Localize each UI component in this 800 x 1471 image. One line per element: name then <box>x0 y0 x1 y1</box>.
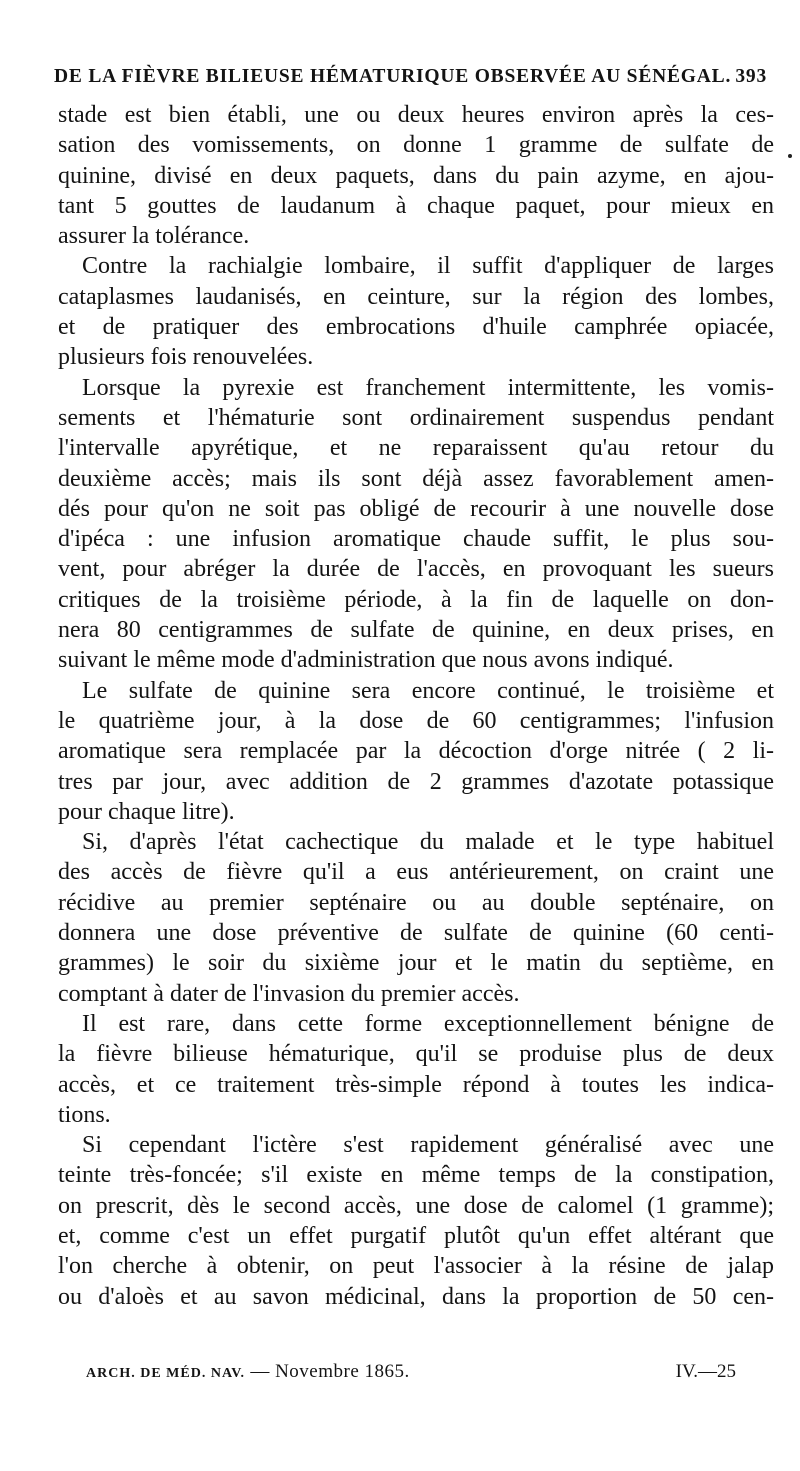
text-line: ou d'aloès et au savon médicinal, dans la proportion de 50 cen- <box>58 1283 774 1310</box>
text-line: Contre la rachialgie lombaire, il suffit d'appliquer de larges <box>82 253 774 280</box>
text-line: et de pratiquer des embrocations d'huile camphrée opiacée, <box>58 314 774 341</box>
text-line: stade est bien établi, une ou deux heures environ après la ces- <box>58 102 774 128</box>
imprint-dash: — <box>250 1361 270 1382</box>
text-line: d'ipéca : une infusion aromatique chaude suffit, le plus sou- <box>58 526 774 553</box>
text-line: l'intervalle apyrétique, et ne reparaissent qu'au retour du <box>58 435 774 462</box>
text-line: pour chaque litre). <box>58 798 235 825</box>
text-line: accès, et ce traitement très-simple répond à toutes les indica- <box>58 1071 774 1098</box>
text-line: deuxième accès; mais ils sont déjà assez favorablement amen- <box>58 465 774 492</box>
body-text <box>58 100 774 1312</box>
text-line: récidive au premier septénaire ou au double septénaire, on <box>58 889 774 916</box>
text-line: Si, d'après l'état cachectique du malade et le type habituel <box>82 829 774 856</box>
text-line: on prescrit, dès le second accès, une dose de calomel (1 gramme); <box>58 1192 774 1219</box>
text-line: assurer la tolérance. <box>58 223 250 250</box>
text-line: comptant à dater de l'invasion du premier accès. <box>58 980 520 1007</box>
signature-mark: IV.—25 <box>675 1361 736 1382</box>
text-line: Il est rare, dans cette forme exceptionnellement bénigne de <box>82 1010 774 1037</box>
text-line: suivant le même mode d'administration que nous avons indiqué. <box>58 647 674 674</box>
text-line: et, comme c'est un effet purgatif plutôt qu'un effet altérant que <box>58 1222 774 1249</box>
text-line: nera 80 centigrammes de sulfate de quinine, en deux prises, en <box>58 617 774 644</box>
text-line: sements et l'hématurie sont ordinairement suspendus pendant <box>58 404 774 431</box>
text-line: sation des vomissements, on donne 1 gramme de sulfate de <box>58 132 774 159</box>
text-line: teinte très-foncée; s'il existe en même temps de la constipation, <box>58 1162 774 1189</box>
text-line: aromatique sera remplacée par la décoction d'orge nitrée ( 2 li- <box>58 738 774 765</box>
text-line: cataplasmes laudanisés, en ceinture, sur la région des lombes, <box>58 283 774 310</box>
running-title: DE LA FIÈVRE BILIEUSE HÉMATURIQUE OBSERVÉE AU SÉNÉGAL. <box>54 66 732 87</box>
text-line: plusieurs fois renouvelées. <box>58 344 314 371</box>
text-line: l'on cherche à obtenir, on peut l'associer à la résine de jalap <box>58 1253 774 1280</box>
ink-speck <box>788 154 792 158</box>
text-line: la fièvre bilieuse hématurique, qu'il se produise plus de deux <box>58 1041 774 1068</box>
text-line: donnera une dose préventive de sulfate de quinine (60 centi- <box>58 920 774 947</box>
text-line: Lorsque la pyrexie est franchement intermittente, les vomis- <box>82 374 774 401</box>
text-line: tres par jour, avec addition de 2 grammes d'azotate potassique <box>58 768 774 795</box>
text-line: Le sulfate de quinine sera encore continué, le troisième et <box>82 677 774 704</box>
journal-imprint <box>86 1361 410 1383</box>
text-line: vent, pour abréger la durée de l'accès, en provoquant les sueurs <box>58 556 774 583</box>
text-line: le quatrième jour, à la dose de 60 centigrammes; l'infusion <box>58 707 774 734</box>
journal-abbreviation: ARCH. DE MÉD. NAV. <box>86 1366 246 1381</box>
text-line: tions. <box>58 1101 111 1128</box>
text-line: grammes) le soir du sixième jour et le matin du septième, en <box>58 950 774 977</box>
text-line: critiques de la troisième période, à la fin de laquelle on don- <box>58 586 774 613</box>
text-line: tant 5 gouttes de laudanum à chaque paquet, pour mieux en <box>58 192 774 219</box>
text-line: quinine, divisé en deux paquets, dans du pain azyme, en ajou- <box>58 162 774 189</box>
page-number: 393 <box>735 66 767 87</box>
text-line: Si cependant l'ictère s'est rapidement généralisé avec une <box>82 1132 774 1159</box>
imprint-date: Novembre 1865. <box>275 1361 410 1382</box>
text-line: dés pour qu'on ne soit pas obligé de recourir à une nouvelle dose <box>58 495 774 522</box>
text-line: des accès de fièvre qu'il a eus antérieurement, on craint une <box>58 859 774 886</box>
